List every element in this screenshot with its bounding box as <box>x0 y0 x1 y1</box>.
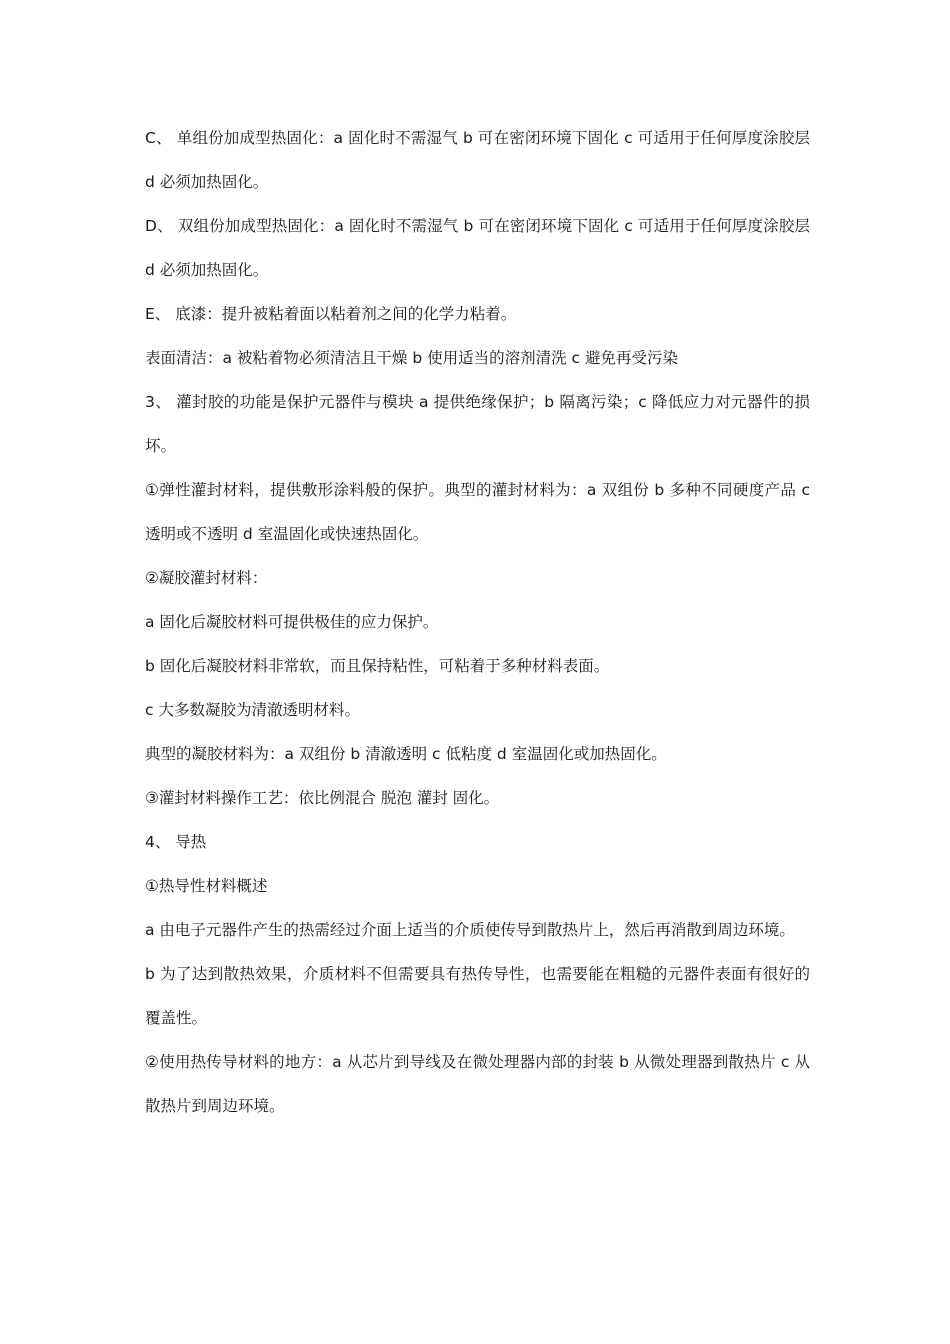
paragraph-thermal-usage: ②使用热传导材料的地方：a 从芯片到导线及在微处理器内部的封装 b 从微处理器到散热片 c 从散热片到周边环境。 <box>145 1053 810 1115</box>
paragraph-potting-process: ③灌封材料操作工艺：依比例混合 脱泡 灌封 固化。 <box>145 789 500 807</box>
paragraph-gel-item-a: a 固化后凝胶材料可提供极佳的应力保护。 <box>145 613 439 631</box>
paragraph-gel-item-b: b 固化后凝胶材料非常软，而且保持粘性，可粘着于多种材料表面。 <box>145 657 610 675</box>
paragraph-d-two-component-cure: D、 双组份加成型热固化：a 固化时不需湿气 b 可在密闭环境下固化 c 可适用于任何厚度涂胶层 d 必须加热固化。 <box>145 217 810 279</box>
paragraph-thermal-overview: ①热导性材料概述 <box>145 877 268 895</box>
paragraph-typical-gel: 典型的凝胶材料为：a 双组份 b 清澈透明 c 低粘度 d 室温固化或加热固化。 <box>145 745 667 763</box>
document-body <box>145 116 810 1128</box>
paragraph-c-single-component-cure: C、 单组份加成型热固化：a 固化时不需湿气 b 可在密闭环境下固化 c 可适用于任何厚度涂胶层 d 必须加热固化。 <box>145 129 810 191</box>
paragraph-gel-item-c: c 大多数凝胶为清澈透明材料。 <box>145 701 360 719</box>
paragraph-surface-cleaning: 表面清洁：a 被粘着物必须清洁且干燥 b 使用适当的溶剂清洗 c 避免再受污染 <box>145 349 678 367</box>
paragraph-thermal-item-a: a 由电子元器件产生的热需经过介面上适当的介质使传导到散热片上，然后再消散到周边环境。 <box>145 921 795 939</box>
paragraph-thermal-item-b: b 为了达到散热效果，介质材料不但需要具有热传导性，也需要能在粗糙的元器件表面有很好的覆盖性。 <box>145 965 810 1027</box>
paragraph-elastic-potting: ①弹性灌封材料，提供敷形涂料般的保护。典型的灌封材料为：a 双组份 b 多种不同硬度产品 c 透明或不透明 d 室温固化或快速热固化。 <box>145 481 810 543</box>
paragraph-3-potting-function: 3、 灌封胶的功能是保护元器件与模块 a 提供绝缘保护；b 隔离污染；c 降低应力对元器件的损坏。 <box>145 393 810 455</box>
paragraph-4-thermal: 4、 导热 <box>145 833 207 851</box>
paragraph-e-primer: E、 底漆：提升被粘着面以粘着剂之间的化学力粘着。 <box>145 305 517 323</box>
paragraph-gel-potting-heading: ②凝胶灌封材料： <box>145 569 268 587</box>
